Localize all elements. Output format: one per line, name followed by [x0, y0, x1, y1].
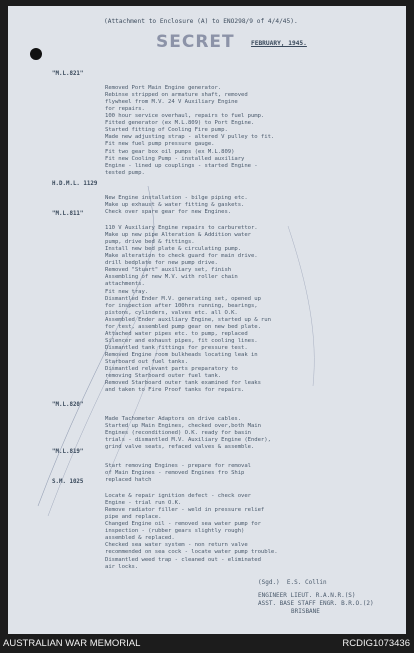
entry-label-ml811: "M.L.811" [52, 211, 84, 217]
secret-stamp: SECRET [156, 32, 235, 52]
entry-label-sm1025: S.M. 1025 [52, 479, 84, 485]
attachment-reference: (Attachment to Enclosure (A) to ENO298/9 of 4/4/45). [104, 18, 298, 25]
signature-place: BRISBANE [291, 608, 320, 615]
signature-post: ASST. BASE STAFF ENGR. B.R.O.(2) [258, 600, 374, 607]
document-page [8, 6, 406, 634]
footer-id: RCDIG1073436 [342, 638, 410, 649]
page-title: FEBRUARY, 1945. [251, 40, 307, 47]
footer-source: AUSTRALIAN WAR MEMORIAL [3, 638, 141, 649]
entry-body-ml820: Made Tachometer Adaptors on drive cables. Started up Main Engines, checked over,both Main Engines (reconditioned) O.K. ready for basin trials - dismantled M.V. Auxiliary Engine (Ender), grind valve seats, refaced valves & assemble. [105, 416, 271, 451]
entry-body-sm1025: Locate & repair ignition defect - check over Engine - trial run O.K. Remove radiator filler - weld in pressure relief pipe and replace. Changed Engine oil - removed sea water pump for inspection - (rubber gears slightly rough) assembled & replaced. Checked sea water system - non return valve recommended on sea cock - locate water pump trouble. Dismantled weed trap - cleaned out - eliminated air locks. [105, 493, 278, 570]
entry-label-ml820: "M.L.820" [52, 402, 84, 408]
entry-body-ml811: 110 V Auxiliary Engine repairs to carburettor. Make up new pipe Alteration & Addition water pump, drive bed & fittings. Install new bed plate & circulating pump. Make alteration to check guard for main drive. drill bedplate for new pump drive. Removed "Stuart" auxiliary set, finish Assembling of new M.V. with roller chain attachments. Fit new tray. Dismantled Ender M.V. generating set, opened up for inspection after 100hrs running, bearings, pistons, cylinders, valves etc. all O.K. Assembled Ender auxiliary Engine, started up & run for test, assembled pump gear on new bed plate. Attached water pipes etc. to pump, replaced Silencer and exhaust pipes, fit cooling lines. Dismantled tank fittings for pressure test. Removed Engine room bulkheads locating leak in Starboard out fuel tanks. Dismantled relevant parts preparatory to removing Starboard outer fuel tank. Removed Starboard outer tank examined for leaks and taken to Fire Proof tanks for repairs. [105, 225, 271, 394]
entry-label-ml819: "M.L.819" [52, 449, 84, 455]
entry-body-ml821: Removed Port Main Engine generator. Rebinse stripped on armature shaft, removed flywheel from M.V. 24 V Auxiliary Engine for repairs. 100 hour service overhaul, repairs to fuel pump. Fitted generator (ex M.L.809) to Port Engine. Started fitting of Cooling Fire pump. Made new adjusting strap - altered V pulley to fit. Fit new fuel pump pressure gauge. Fit two gear box oil pumps (ex M.L.809) Fit new Cooling Pump - installed auxiliary Engine - lined up couplings - started Engine - tested pump. [105, 85, 275, 176]
entry-body-ml819: Start removing Engines - prepare for removal of Main Engines - removed Engines fro Ship replaced hatch [105, 463, 251, 484]
entry-label-hdml1129: H.D.M.L. 1129 [52, 181, 98, 187]
entry-body-hdml1129: New Engine installation - bilge piping etc. Make up exhaust & water fitting & gaskets. Check over spare gear for new Engines. [105, 195, 248, 216]
signature-rank: ENGINEER LIEUT. R.A.N.R.(S) [258, 592, 356, 599]
signature-line: (Sgd.) E.S. Collin [258, 579, 327, 586]
entry-label-ml821: "M.L.821" [52, 71, 84, 77]
archive-footer [0, 634, 414, 653]
